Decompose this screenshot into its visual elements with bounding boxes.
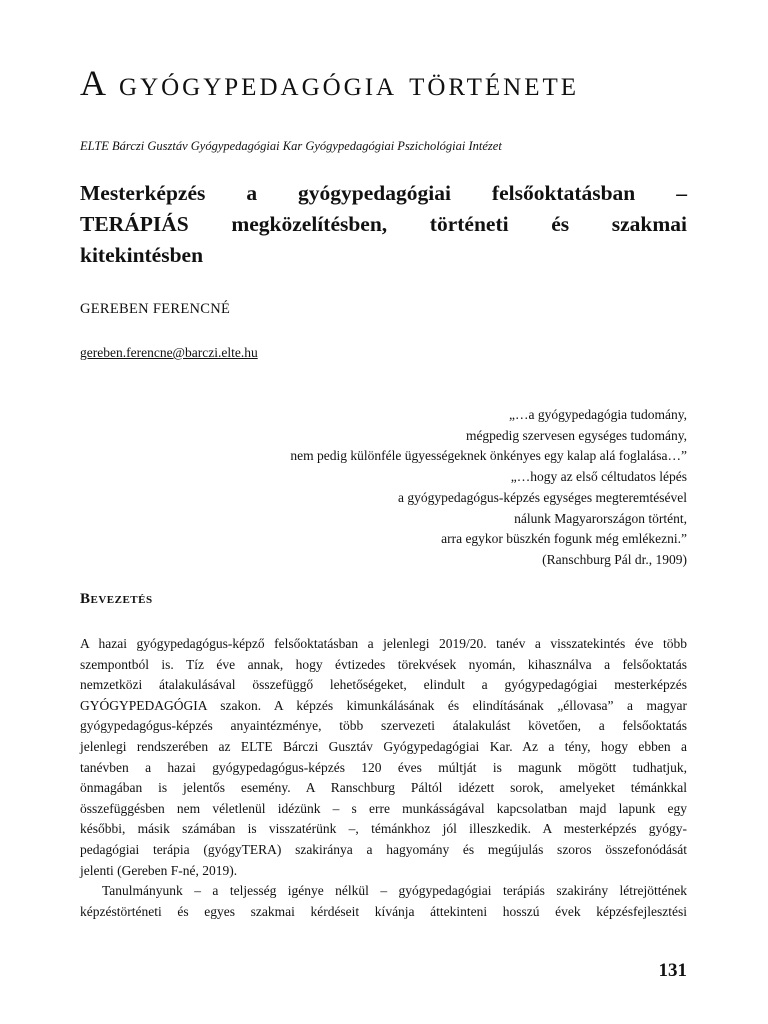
title-line: kitekintésben [80,243,204,267]
epigraph-line: nálunk Magyarországon történt, [514,510,687,526]
running-head: A gyógypedagógia története [80,63,580,103]
body-line: későbbi, másik számában is visszatérünk –, témánkhoz jól illeszkedik. A mesterképzés gyógy- [80,821,687,837]
epigraph-line: nem pedig különféle ügyességeknek önkényes egy kalap alá foglalása…” [290,448,687,464]
body-line: pedagógiai terápia (gyógyTERA) szakiránya a hagyomány és megújulás szoros összefonódását [80,841,687,857]
body-line: képzéstörténeti és egyes szakmai kérdéseit kívánja áttekinteni hosszú évek képzésfejlesztési [80,903,687,919]
body-line: GYÓGYPEDAGÓGIA szakon. A képzés kimunkálásának és elindításának „éllovasa” a magyar [80,697,687,713]
epigraph-line: „…hogy az első céltudatos lépés [510,469,687,485]
body-line: szempontból is. Tíz éve annak, hogy évtizedes törekvések nyomán, kihasználva a felsőoktatás [80,656,687,672]
author-email-link[interactable]: gereben.ferencne@barczi.elte.hu [80,345,258,360]
body-line: önmagában is jelentős esemény. A Ranschburg Páltól idézett sorok, amelyeket témánkkal [80,780,687,796]
epigraph-line: „…a gyógypedagógia tudomány, [509,407,687,422]
body-line: összefüggésben nem véletlenül idézünk – s erre munkásságával kapcsolatban majd lapunk egy [80,800,687,816]
epigraph-line: a gyógypedagógus-képzés egységes megteremtésével [397,489,687,505]
epigraph-line: arra egykor büszkén fogunk még emlékezni.” [441,531,687,547]
epigraph-citation: (Ranschburg Pál dr., 1909) [542,551,687,567]
body-paragraphs [80,634,687,922]
body-line: nemzetközi átalakulásával összefüggő lehetőségeket, elindult a gyógypedagógiai mesterképzés [80,677,687,693]
article-title [80,178,687,271]
page-number: 131 [658,960,687,981]
title-line: TERÁPIÁS megközelítésben, történeti és szakmai [80,212,687,236]
body-line: jelenlegi rendszerében az ELTE Bárczi Gusztáv Gyógypedagógiai Kar. Az a tény, hogy ebben a [80,738,687,754]
body-line: A hazai gyógypedagógus-képző felsőoktatásban a jelenlegi 2019/20. tanév a visszatekintés éve több [80,636,687,651]
epigraph-line: mégpedig szervesen egységes tudomány, [465,427,687,443]
title-line: Mesterképzés a gyógypedagógiai felsőoktatásban – [80,181,687,205]
section-heading: Bevezetés [80,591,153,607]
epigraph [167,405,687,571]
author-name: GEREBEN FERENCNÉ [80,301,231,317]
body-line: tanévben a hazai gyógypedagógus-képzés 120 éves múltját is magunk mögött tudhatjuk, [80,759,687,775]
body-line: Tanulmányunk – a teljesség igénye nélkül – gyógypedagógiai terápiás szakirány létrejöttének [102,883,687,899]
body-line: jelenti (Gereben F-né, 2019). [80,862,238,878]
institute-affiliation: ELTE Bárczi Gusztáv Gyógypedagógiai Kar Gyógypedagógiai Pszichológiai Intézet [80,139,502,153]
body-line: gyógypedagógus-képzés anyaintézménye, több szervezeti átalakulást követően, a felsőoktatás [80,718,687,734]
